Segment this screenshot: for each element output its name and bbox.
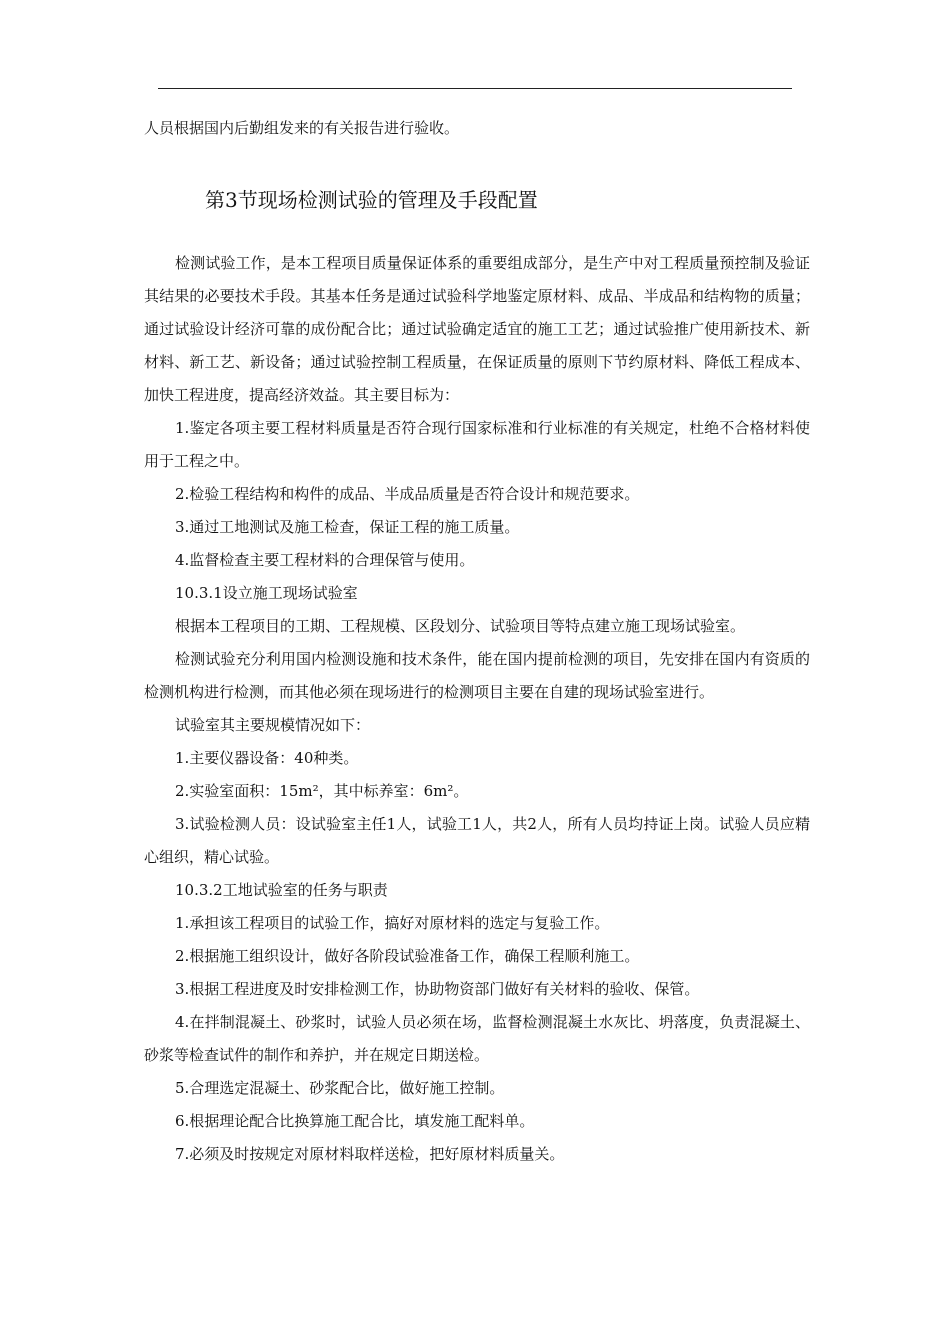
list-item: 4.在拌制混凝土、砂浆时，试验人员必须在场，监督检测混凝土水灰比、坍落度，负责混凝土、砂浆等检查试件的制作和养护，并在规定日期送检。 — [144, 1013, 810, 1064]
document-body — [144, 112, 810, 1171]
list-item: 1.鉴定各项主要工程材料质量是否符合现行国家标准和行业标准的有关规定，杜绝不合格材料使用于工程之中。 — [144, 419, 810, 470]
list-item: 6.根据理论配合比换算施工配合比，填发施工配料单。 — [175, 1112, 535, 1130]
list-item: 4.监督检查主要工程材料的合理保管与使用。 — [175, 551, 475, 569]
list-item: 2.检验工程结构和构件的成品、半成品质量是否符合设计和规范要求。 — [175, 485, 640, 503]
subsection-heading: 10.3.2工地试验室的任务与职责 — [175, 881, 388, 899]
header-rule — [158, 88, 792, 89]
paragraph: 检测试验充分利用国内检测设施和技术条件，能在国内提前检测的项目，先安排在国内有资质的检测机构进行检测，而其他必须在现场进行的检测项目主要在自建的现场试验室进行。 — [144, 650, 810, 701]
paragraph: 试验室其主要规模情况如下： — [175, 716, 371, 734]
list-item: 2.实验室面积：15m²，其中标养室：6m²。 — [175, 782, 469, 800]
list-item: 1.主要仪器设备：40种类。 — [175, 749, 359, 767]
continuation-text: 人员根据国内后勤组发来的有关报告进行验收。 — [144, 119, 460, 137]
list-item: 2.根据施工组织设计，做好各阶段试验准备工作，确保工程顺利施工。 — [175, 947, 640, 965]
list-item: 1.承担该工程项目的试验工作，搞好对原材料的选定与复验工作。 — [175, 914, 610, 932]
paragraph-intro: 检测试验工作，是本工程项目质量保证体系的重要组成部分，是生产中对工程质量预控制及验证其结果的必要技术手段。其基本任务是通过试验科学地鉴定原材料、成品、半成品和结构物的质量；通过试验设计经济可靠的成份配合比；通过试验确定适宜的施工工艺；通过试验推广使用新技术、新材料、新工艺、新设备；通过试验控制工程质量，在保证质量的原则下节约原材料、降低工程成本、加快工程进度，提高经济效益。其主要目标为： — [144, 254, 810, 404]
subsection-heading: 10.3.1设立施工现场试验室 — [175, 584, 358, 602]
paragraph: 根据本工程项目的工期、工程规模、区段划分、试验项目等特点建立施工现场试验室。 — [175, 617, 746, 635]
list-item: 3.试验检测人员：设试验室主任1人，试验工1人，共2人，所有人员均持证上岗。试验人员应精心组织，精心试验。 — [144, 815, 810, 866]
list-item: 7.必须及时按规定对原材料取样送检，把好原材料质量关。 — [175, 1145, 565, 1163]
list-item: 3.通过工地测试及施工检查，保证工程的施工质量。 — [175, 518, 520, 536]
list-item: 5.合理选定混凝土、砂浆配合比，做好施工控制。 — [175, 1079, 505, 1097]
section-title: 第3节现场检测试验的管理及手段配置 — [205, 188, 538, 212]
list-item: 3.根据工程进度及时安排检测工作，协助物资部门做好有关材料的验收、保管。 — [175, 980, 700, 998]
